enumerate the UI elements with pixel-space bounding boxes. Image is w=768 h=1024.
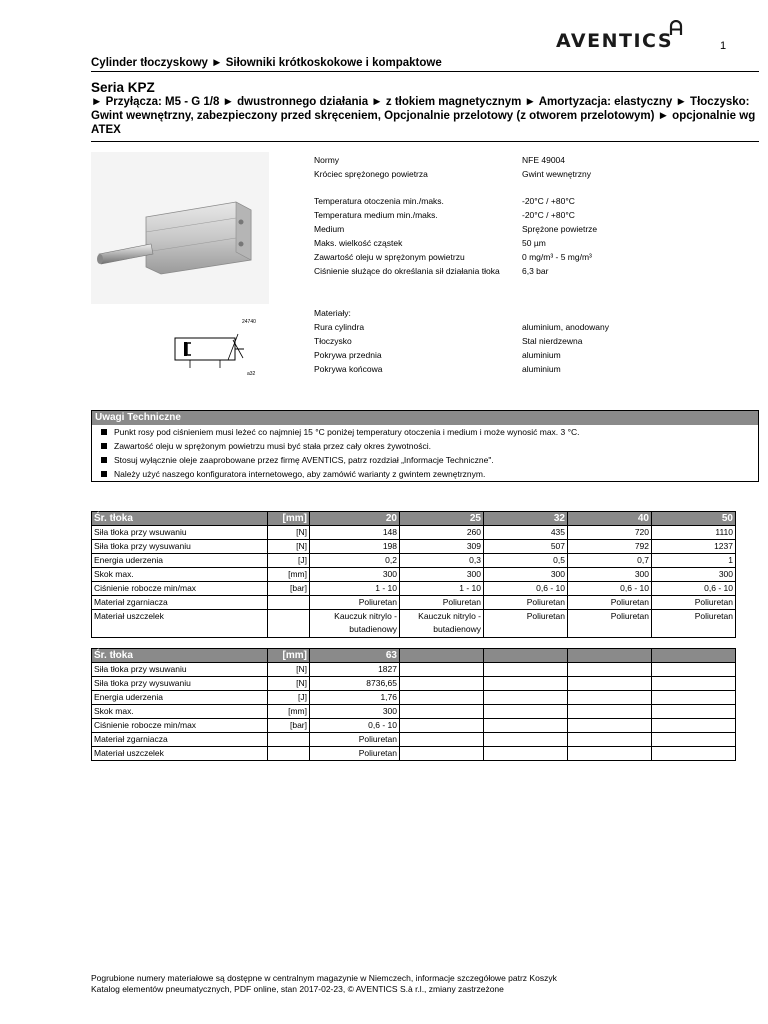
table-cell: 300: [310, 568, 400, 582]
table-cell: Poliuretan: [484, 596, 568, 610]
table-cell: 0,6 - 10: [568, 582, 652, 596]
table-row: [92, 526, 736, 540]
page-footer: [91, 973, 557, 995]
table-cell: 1827: [310, 663, 400, 677]
row-unit: [268, 596, 310, 610]
table-cell: Poliuretan: [484, 610, 568, 638]
property-row: Temperatura medium min./maks. -20°C / +80°C: [314, 210, 575, 220]
series-description: ► Przyłącza: M5 - G 1/8 ► dwustronnego działania ► z tłokiem magnetycznym ► Amortyzacja: elastyczny ► Tłoczysko: Gwint wewnętrzny, zabezpieczony przed skręceniem, Opcjonalnie przelotowy (z otworem przelotowym) ► opcjonalnie wg ATEX: [91, 96, 756, 136]
table-cell: [484, 677, 568, 691]
property-row: Ciśnienie służące do określania sił działania tłoka 6,3 bar: [314, 266, 549, 276]
row-label: Materiał zgarniacza: [92, 596, 268, 610]
property-row: Króciec sprężonego powietrza Gwint wewnętrzny: [314, 169, 591, 179]
table-cell: [652, 719, 736, 733]
square-bullet-icon: [101, 457, 107, 463]
footer-line: Pogrubione numery materiałowe są dostępne w centralnym magazynie w Niemczech, informacje szczegółowe patrz Koszyk: [91, 973, 557, 983]
symbol-top-label: 24740: [242, 319, 256, 325]
table-cell: [568, 663, 652, 677]
row-label: Materiał zgarniacza: [92, 733, 268, 747]
table-cell: 507: [484, 540, 568, 554]
table-row: [92, 568, 736, 582]
table-cell: Poliuretan: [652, 596, 736, 610]
table-cell: Poliuretan: [400, 596, 484, 610]
table-cell: Poliuretan: [310, 733, 400, 747]
property-row: Medium Sprężone powietrze: [314, 224, 598, 234]
row-unit: [J]: [268, 691, 310, 705]
note-item: Punkt rosy pod ciśnieniem musi leżeć co najmniej 15 °C poniżej temperatury otoczenia i medium i może wynosić max. 3 °C.: [92, 425, 758, 439]
table-cell: [652, 733, 736, 747]
row-label: Energia uderzenia: [92, 691, 268, 705]
table-cell: 1 - 10: [310, 582, 400, 596]
row-label: Energia uderzenia: [92, 554, 268, 568]
table-cell: Kauczuk nitrylo -butadienowy: [400, 610, 484, 638]
table-cell: 0,6 - 10: [652, 582, 736, 596]
table-row: [92, 691, 736, 705]
table-cell: 8736,65: [310, 677, 400, 691]
square-bullet-icon: [101, 471, 107, 477]
table-cell: 0,7: [568, 554, 652, 568]
table-header-cell: Śr. tłoka: [92, 512, 268, 526]
row-unit: [N]: [268, 540, 310, 554]
table-header-cell: [mm]: [268, 512, 310, 526]
table-cell: 300: [568, 568, 652, 582]
pneumatic-cylinder-photo: [91, 152, 269, 304]
table-cell: [484, 663, 568, 677]
table-cell: 1110: [652, 526, 736, 540]
property-row: Zawartość oleju w sprężonym powietrzu 0 mg/m³ - 5 mg/m³: [314, 252, 592, 262]
table-cell: 792: [568, 540, 652, 554]
table-cell: 435: [484, 526, 568, 540]
material-row: Pokrywa przednia aluminium: [314, 350, 561, 360]
table-cell: [568, 719, 652, 733]
table-cell: 0,5: [484, 554, 568, 568]
aventics-logo: AVENTICS: [556, 30, 674, 52]
row-unit: [bar]: [268, 582, 310, 596]
table-header-cell: 63: [310, 649, 400, 663]
table-cell: [484, 691, 568, 705]
square-bullet-icon: [101, 429, 107, 435]
table-cell: 0,2: [310, 554, 400, 568]
row-unit: [N]: [268, 526, 310, 540]
table-cell: 309: [400, 540, 484, 554]
row-unit: [N]: [268, 663, 310, 677]
specs-table-1: [91, 511, 736, 638]
table-cell: 300: [400, 568, 484, 582]
header-divider: [91, 71, 759, 72]
table-cell: Poliuretan: [568, 610, 652, 638]
table-cell: 720: [568, 526, 652, 540]
property-row: Temperatura otoczenia min./maks. -20°C / +80°C: [314, 196, 575, 206]
table-cell: 0,6 - 10: [310, 719, 400, 733]
materials-heading: Materiały:: [314, 308, 351, 318]
table-cell: [568, 691, 652, 705]
table-header-cell: 32: [484, 512, 568, 526]
row-unit: [mm]: [268, 568, 310, 582]
table-cell: [568, 705, 652, 719]
table-cell: Kauczuk nitrylo -butadienowy: [310, 610, 400, 638]
table-cell: 1237: [652, 540, 736, 554]
cylinder-symbol-icon: [170, 318, 270, 378]
table-cell: [400, 663, 484, 677]
material-row: Pokrywa końcowa aluminium: [314, 364, 561, 374]
table-cell: Poliuretan: [652, 610, 736, 638]
table-header-cell: 25: [400, 512, 484, 526]
table-cell: [400, 691, 484, 705]
row-label: Materiał uszczelek: [92, 610, 268, 638]
table-cell: Poliuretan: [568, 596, 652, 610]
table-cell: 260: [400, 526, 484, 540]
table-row: [92, 733, 736, 747]
table-cell: [400, 705, 484, 719]
table-cell: [400, 719, 484, 733]
row-unit: [mm]: [268, 705, 310, 719]
table-cell: [400, 677, 484, 691]
table-cell: 1: [652, 554, 736, 568]
title-divider: [91, 141, 759, 142]
table-cell: [652, 747, 736, 761]
table-cell: 300: [652, 568, 736, 582]
table-cell: 148: [310, 526, 400, 540]
table-cell: 0,3: [400, 554, 484, 568]
table-row: [92, 540, 736, 554]
table-cell: 1,76: [310, 691, 400, 705]
table-cell: [652, 677, 736, 691]
table-row: [92, 663, 736, 677]
row-label: Ciśnienie robocze min/max: [92, 582, 268, 596]
footer-line: Katalog elementów pneumatycznych, PDF online, stan 2017-02-23, © AVENTICS S.à r.l., zmiany zastrzeżone: [91, 984, 504, 994]
table-header-cell: [484, 649, 568, 663]
material-row: Tłoczysko Stal nierdzewna: [314, 336, 583, 346]
table-cell: [484, 719, 568, 733]
table-cell: 300: [310, 705, 400, 719]
table-cell: Poliuretan: [310, 747, 400, 761]
row-unit: [268, 733, 310, 747]
table-cell: [652, 705, 736, 719]
specs-table-2: [91, 648, 736, 761]
table-row: [92, 554, 736, 568]
property-row: Maks. wielkość cząstek 50 µm: [314, 238, 546, 248]
row-unit: [268, 747, 310, 761]
row-unit: [bar]: [268, 719, 310, 733]
table-cell: [484, 733, 568, 747]
table-cell: [568, 733, 652, 747]
material-row: Rura cylindra aluminium, anodowany: [314, 322, 609, 332]
table-cell: 0,6 - 10: [484, 582, 568, 596]
table-cell: [484, 705, 568, 719]
row-label: Siła tłoka przy wysuwaniu: [92, 677, 268, 691]
symbol-bottom-label: a32: [247, 371, 256, 377]
table-cell: [400, 733, 484, 747]
note-item: Stosuj wyłącznie oleje zaaprobowane przez firmę AVENTICS, patrz rozdział „Informacje Techniczne".: [92, 453, 758, 467]
table-cell: [652, 691, 736, 705]
note-item: Zawartość oleju w sprężonym powietrzu musi być stała przez cały okres żywotności.: [92, 439, 758, 453]
row-label: Skok max.: [92, 568, 268, 582]
property-row: Normy NFE 49004: [314, 155, 565, 165]
table-header-cell: 40: [568, 512, 652, 526]
table-header-cell: Śr. tłoka: [92, 649, 268, 663]
table-header-cell: [568, 649, 652, 663]
row-label: Ciśnienie robocze min/max: [92, 719, 268, 733]
table-header-cell: 50: [652, 512, 736, 526]
page-number: 1: [720, 40, 727, 52]
table-header-row: [92, 649, 736, 663]
table-row: [92, 610, 736, 638]
table-cell: 1 - 10: [400, 582, 484, 596]
table-row: [92, 677, 736, 691]
table-cell: 300: [484, 568, 568, 582]
table-row: [92, 596, 736, 610]
row-label: Materiał uszczelek: [92, 747, 268, 761]
technical-notes-box: [91, 410, 759, 482]
technical-notes-heading: Uwagi Techniczne: [92, 411, 758, 425]
row-unit: [N]: [268, 677, 310, 691]
row-label: Siła tłoka przy wsuwaniu: [92, 663, 268, 677]
table-row: [92, 705, 736, 719]
row-label: Siła tłoka przy wysuwaniu: [92, 540, 268, 554]
square-bullet-icon: [101, 443, 107, 449]
table-header-cell: 20: [310, 512, 400, 526]
table-header-cell: [400, 649, 484, 663]
note-item: Należy użyć naszego konfiguratora internetowego, aby zamówić warianty z gwintem zewnętrznym.: [92, 467, 758, 481]
table-row: [92, 582, 736, 596]
table-cell: Poliuretan: [310, 596, 400, 610]
row-label: Siła tłoka przy wsuwaniu: [92, 526, 268, 540]
product-category-subtitle: Cylinder tłoczyskowy ► Siłowniki krótkoskokowe i kompaktowe: [91, 57, 442, 69]
table-cell: [400, 747, 484, 761]
table-row: [92, 747, 736, 761]
table-cell: [568, 677, 652, 691]
table-cell: [568, 747, 652, 761]
table-header-row: [92, 512, 736, 526]
table-header-cell: [652, 649, 736, 663]
aventics-logo-mark-icon: [669, 20, 683, 36]
table-row: [92, 719, 736, 733]
series-title: Seria KPZ: [91, 80, 155, 95]
table-cell: [484, 747, 568, 761]
table-cell: 198: [310, 540, 400, 554]
row-label: Skok max.: [92, 705, 268, 719]
table-header-cell: [mm]: [268, 649, 310, 663]
table-cell: [652, 663, 736, 677]
row-unit: [268, 610, 310, 638]
row-unit: [J]: [268, 554, 310, 568]
